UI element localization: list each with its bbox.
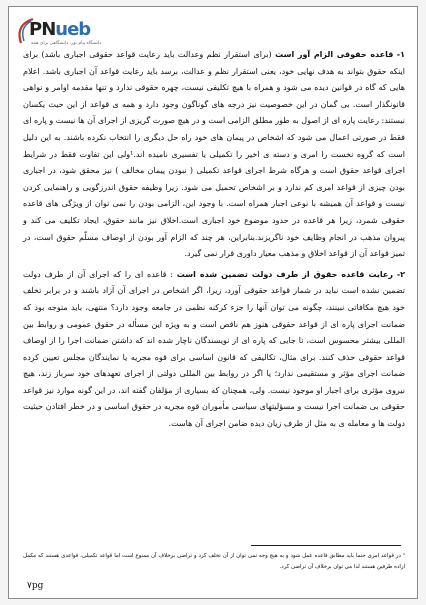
footnote-divider xyxy=(251,545,401,546)
section-2-body: : قاعده ای را که اجرای آن از طرف دولت تضمین نشده است نباید در شمار قواعد حقوقی آورد، زیرا، اگر اشخاص در اجرای آن آزاد باشند و در برابر تخلف خود هیچ مکافاتی نبینند، چگونه می توان آنها را جزء کرکنه نظمی در جامعه وجود دارد؟ منتهی، باید متوجه بود که ضمانت اجرای پاره ای از قواعد حقوقی هنوز هم ناقص است و به ویژه این مسأله در حقوق عمومی و روابط بین المللی بیشتر محسوس است، تا جایی که پاره ای از نویسندگان ناچار شده اند که داشتن ضمانت اجرا را از اوصاف قواعد حقوقی حذف کنند. برای مثال، تکالیفی که قانون اساسی برای قوه مجریه یا نمایندگان مجلس تعیین کرده ضمانت اجرای مؤثر و مستقیمی ندارد؛ یا اگر در روابط بین المللی دولتی از اجرای تعهدهای خود سرباز زند، هیچ نیروی مؤثری برای اجبار او موجود نیست. ولی، همچنان که بسیاری از مؤلفان گفته اند، در این گونه موارد نیز قواعد حقوقی بی ضمانت اجرا نیست و مسؤلیتهای سیاسی مأموران قوه مجریه در حقوق اساسی و در خطر افتادن حیثیت دولت ها و معامله ی به مثل از طرف زیان دیده ضامن اجرای آن هاست. xyxy=(23,269,405,429)
section-1-body: (برای استقرار نظم وعدالت باید رعایت قواعد حقوقی اجباری باشد) برای اینکه حقوق بتواند به هدف نهایی خود، یعنی استقرار نظم و عدالت، برسد باید رعایت قواعد آن اجباری باشد. اعلام هایی که گاه در قوانین دیده می شود و همراه با هیچ تکلیفی نیست، چهره حقوقی ندارد و تنها مقدمه اوامر و نواهی قانونگذار است. بی گمان در این خصوصیت نیز درجه های گوناگون وجود دارد و همه ی قواعد از این حیث یکسان نیستند: رعایت پاره ای از اصول به طور مطلق الزامی است و در هیچ صورت گریزی از اجرای آن ها نیست و پاره ای فقط در صورتی اعمال می شود که اشخاص در پیمان های خود راه حل دیگری را انتخاب نکرده باشند. به این دلیل است که گروه نخست را امری و دسته ی اخیر را تکمیلی یا تفسیری نامیده اند.¹ولی این تفاوت فقط در شرایط اجرای قواعد حقوق است و هرگاه شرط اجرای قواعد تکمیلی ( نبودن پیمان مخالف ) نیز محقق شود، در اجباری بودن چیزی از قواعد امری کم ندارد و بر اشخاص تحمیل می شود. زیرا وظیفه حقوق اندرزگویی و راهنمایی کردن نیست و قواعد آن همیشه با نوعی اجبار همراه است. با وجود این، الزامی بودن را نمی توان از ویژگی های قاعده حقوقی شمرد، زیرا هر قاعده در حدود موضوع خود اجباری است.اخلاق نیز مانند حقوق، ایجاد تکلیف می کند و پیروان مذهب در انجام وظایف خود ناگریزند.بنابراین، هر چند که الزام آور بودن از اوصاف مسلّم حقوق است، در تمیز قواعد آن از قواعد اخلاق و مذهب معیار داوری قرار نمی گیرد. xyxy=(23,50,406,259)
logo-tagline: دانشگاه پیام نور، دانشگاهی برای همه xyxy=(31,41,102,46)
logo-wordmark xyxy=(29,19,90,40)
page-number: ۷pg xyxy=(27,581,44,591)
document-page xyxy=(8,6,418,599)
logo-ueb: ueb xyxy=(55,19,91,40)
section-1-heading: قاعده حقوقی الزام آور است xyxy=(275,50,394,59)
main-text xyxy=(23,47,405,433)
section-1-number: ۱- xyxy=(396,50,406,59)
footnote: ¹ در قواعد امری حتما باید مطابق قاعده عمل شود و به هیچ وجه نمی توان از آن تخلف کرد و تراضی برخلاف آن ممنوع است اما قواعد تکمیلی، قواعدی هستند که مکمل اراده طرفین هستند لذا می توان برخلاف آن تراضی کرد. xyxy=(23,553,405,570)
logo-pn: PN xyxy=(29,19,56,40)
section-2 xyxy=(23,267,405,433)
section-1 xyxy=(23,47,405,263)
section-2-number: ۲- xyxy=(396,269,406,279)
section-2-heading: رعایت قاعده حقوق از طرف دولت تضمین شده است xyxy=(176,269,394,279)
